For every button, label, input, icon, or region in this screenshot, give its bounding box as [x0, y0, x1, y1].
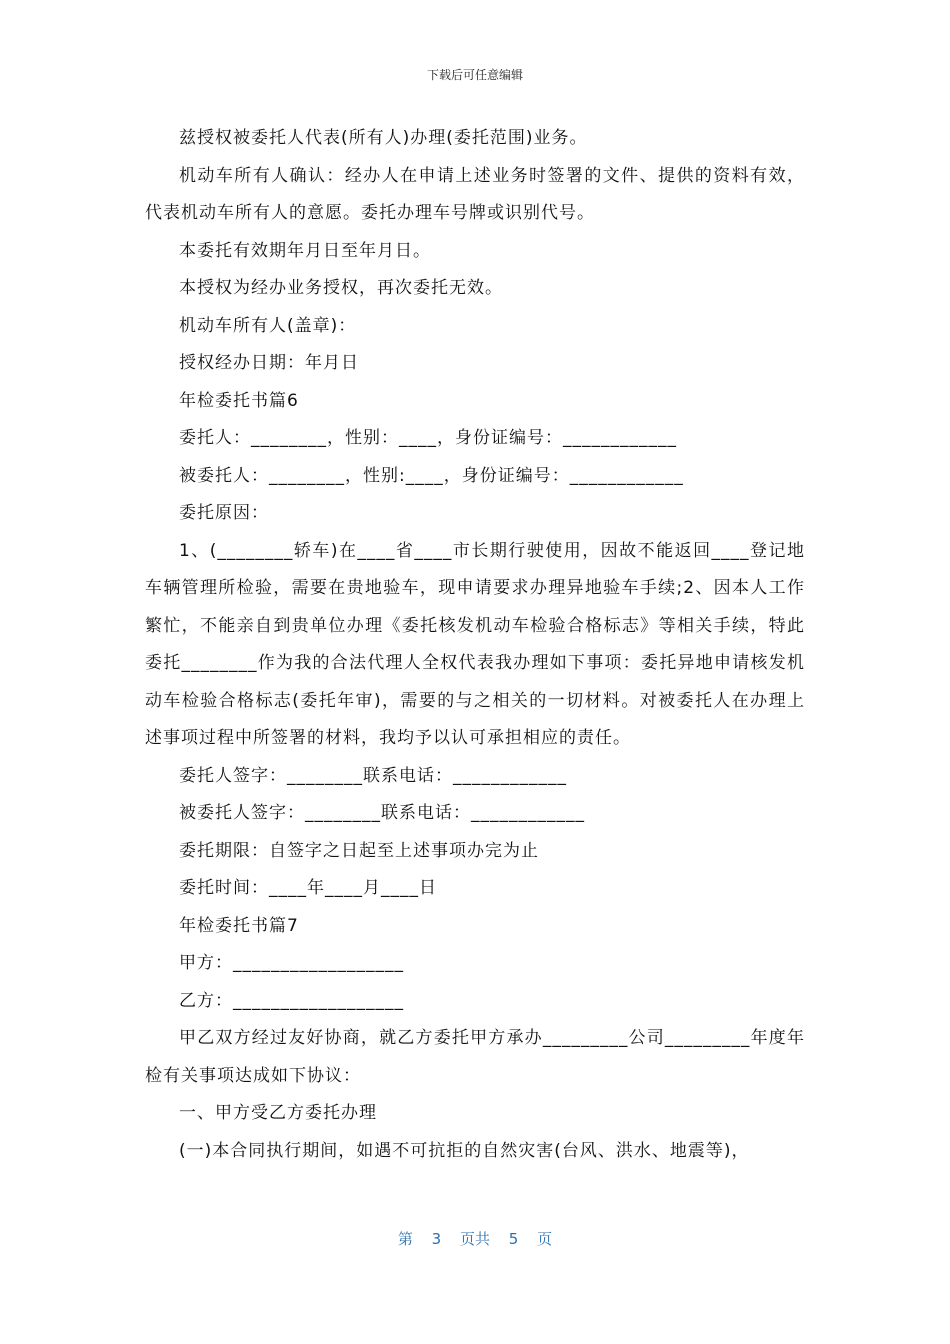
total-pages-number: 5 [508, 1230, 519, 1248]
paragraph: 委托人：________，性别：____，身份证编号：____________ [179, 428, 677, 448]
paragraph: 乙方：__________________ [179, 990, 404, 1011]
page-footer [0, 1228, 950, 1249]
paragraph: 机动车所有人确认：经办人在申请上述业务时签署的文件、提供的资料有效，代表机动车所有人的意愿。委托办理车号牌或识别代号。 [145, 165, 805, 223]
page-label-suffix: 页 [537, 1230, 553, 1248]
paragraph: 兹授权被委托人代表(所有人)办理(委托范围)业务。 [179, 128, 588, 148]
page-label-middle: 页共 [459, 1230, 490, 1248]
paragraph: 一、甲方受乙方委托办理 [179, 1103, 377, 1123]
paragraph: 被委托人：________，性别:____，身份证编号：____________ [179, 465, 684, 486]
paragraph: 机动车所有人(盖章)： [179, 315, 357, 336]
section-heading: 年检委托书篇7 [179, 915, 299, 936]
section-heading: 年检委托书篇6 [179, 390, 299, 411]
paragraph: 委托期限：自签字之日起至上述事项办完为止 [179, 840, 539, 861]
paragraph: 被委托人签字：________联系电话：____________ [179, 803, 585, 823]
page-label-prefix: 第 [397, 1230, 413, 1248]
paragraph: 本授权为经办业务授权，再次委托无效。 [179, 278, 503, 298]
paragraph: 委托时间：____年____月____日 [179, 878, 437, 898]
paragraph: 委托人签字：________联系电话：____________ [179, 765, 567, 786]
document-body [145, 120, 805, 1170]
paragraph: 委托原因： [179, 503, 269, 523]
paragraph: 甲方：__________________ [179, 953, 404, 973]
paragraph: 授权经办日期：年月日 [179, 353, 359, 373]
paragraph: (一)本合同执行期间，如遇不可抗拒的自然灾害(台风、洪水、地震等)， [179, 1140, 750, 1161]
paragraph: 本委托有效期年月日至年月日。 [179, 240, 431, 261]
paragraph: 甲乙双方经过友好协商，就乙方委托甲方承办_________公司_________年度年检有关事项达成如下协议： [145, 1028, 805, 1086]
current-page-number: 3 [431, 1230, 442, 1248]
page-header: 下载后可任意编辑 [426, 68, 523, 82]
paragraph: 1、(________轿车)在____省____市长期行驶使用，因故不能返回____登记地车辆管理所检验，需要在贵地验车，现申请要求办理异地验车手续;2、因本人工作繁忙，不能亲自到贵单位办理《委托核发机动车检验合格标志》等相关手续，特此委托________作为我的合法代理人全权代表我办理如下事项：委托异地申请核发机动车检验合格标志(委托年审)，需要的与之相关的一切材料。对被委托人在办理上述事项过程中所签署的材料，我均予以认可承担相应的责任。 [145, 540, 805, 748]
